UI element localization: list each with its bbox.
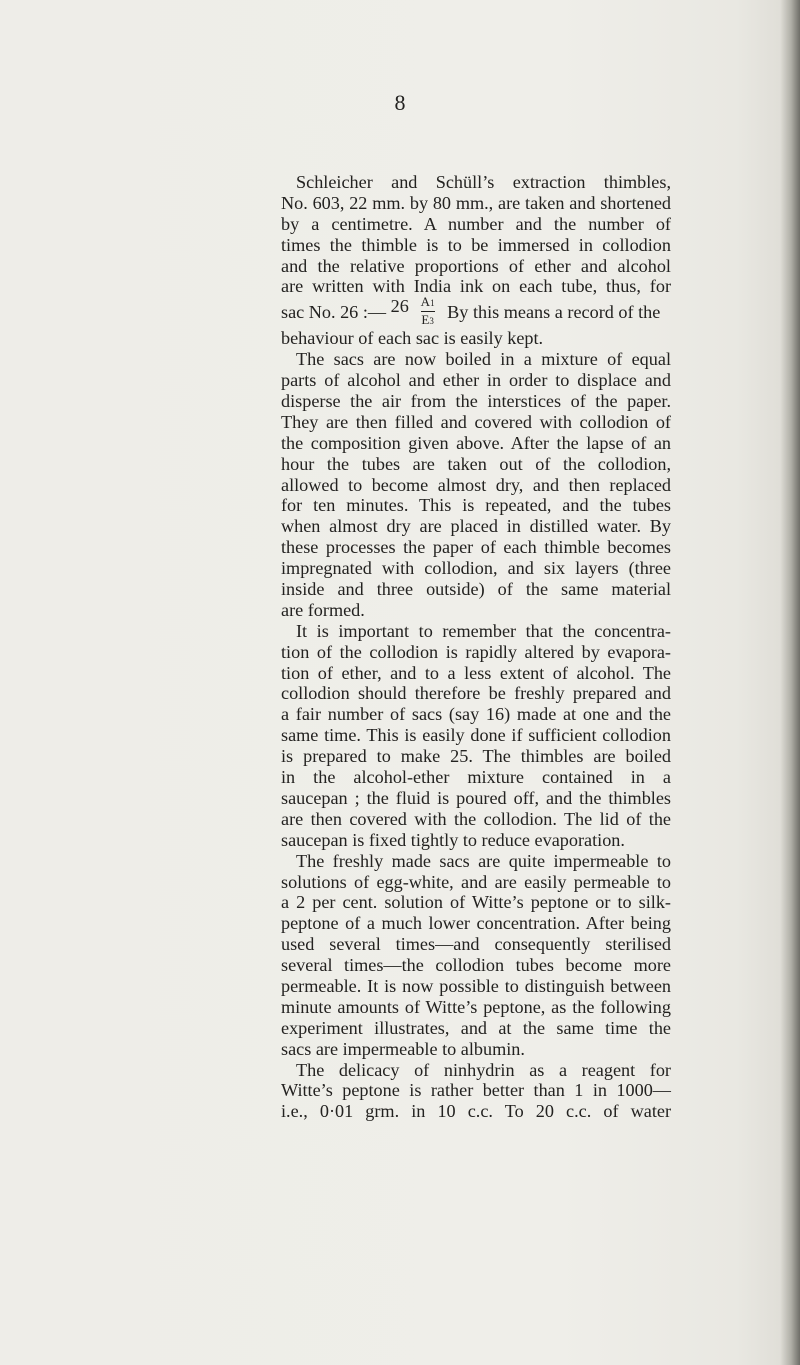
text-line: same time. This is easily done if sufficient collodion [281,725,671,746]
text-line: solutions of egg-white, and are easily permeable to [281,871,671,892]
text-line: a fair number of sacs (say 16) made at one and the [281,704,671,725]
text-line: in the alcohol-ether mixture contained in a [281,767,671,788]
formula-line [281,294,671,328]
text-line: Schleicher and Schüll’s extraction thimbles, [296,172,671,192]
text-line: They are then filled and covered with collodion of [281,411,671,432]
text-line: It is important to remember that the concentra- [296,620,671,641]
text-line: times the thimble is to be immersed in collodion [281,234,671,255]
text-line: parts of alcohol and ether in order to displace and [281,370,671,391]
text-line: these processes the paper of each thimble becomes [281,537,671,558]
text-line: experiment illustrates, and at the same time the [281,1017,671,1038]
sac-formula [390,294,437,328]
page-edge-shadow [780,0,800,1365]
text-line: saucepan is fixed tightly to reduce evaporation. [281,829,625,850]
formula-suffix: By this means a record of the [447,302,661,323]
formula-number: 26 [390,296,409,317]
formula-prefix: sac No. 26 :— [281,302,387,323]
text-line: a 2 per cent. solution of Witte’s peptone or to silk- [281,892,671,913]
text-line: No. 603, 22 mm. by 80 mm., are taken and shortened [281,192,671,213]
text-line: permeable. It is now possible to distinguish between [281,975,671,996]
text-line: Witte’s peptone is rather better than 1 in 1000— [281,1080,671,1101]
formula-numerator: A1 [420,294,435,310]
text-line: tion of ether, and to a less extent of alcohol. The [281,662,671,683]
text-line: are formed. [281,599,365,620]
text-line: inside and three outside) of the same material [281,579,671,600]
text-line: allowed to become almost dry, and then replaced [281,474,671,495]
text-line: used several times—and consequently sterilised [281,934,671,955]
text-line: by a centimetre. A number and the number of [281,213,671,234]
page-number: 8 [394,90,406,115]
text-line: behaviour of each sac is easily kept. [281,328,544,349]
text-line: several times—the collodion tubes become more [281,955,671,976]
text-line: are then covered with the collodion. The lid of the [281,808,671,829]
text-line: tion of the collodion is rapidly altered by evapora- [281,641,671,662]
formula-denominator: E3 [421,312,434,328]
text-line: disperse the air from the interstices of the paper. [281,391,671,412]
text-line: The delicacy of ninhydrin as a reagent for [296,1059,671,1080]
text-line: the composition given above. After the lapse of an [281,432,671,453]
text-line: collodion should therefore be freshly prepared and [281,683,671,704]
text-line: sacs are impermeable to albumin. [281,1038,525,1059]
body-text [281,172,671,1122]
text-line: impregnated with collodion, and six layers (three [281,558,671,579]
text-line: The freshly made sacs are quite impermeable to [296,850,671,871]
text-line: i.e., 0·01 grm. in 10 c.c. To 20 c.c. of water [281,1101,671,1122]
text-line: for ten minutes. This is repeated, and the tubes [281,495,671,516]
text-line: when almost dry are placed in distilled water. By [281,516,671,537]
formula-fraction [419,295,437,328]
text-line: and the relative proportions of ether and alcohol [281,255,671,276]
text-line: saucepan ; the fluid is poured off, and the thimbles [281,787,671,808]
text-line: minute amounts of Witte’s peptone, as the following [281,996,671,1017]
text-line: The sacs are now boiled in a mixture of equal [296,349,671,370]
text-line: are written with India ink on each tube, thus, for [281,276,671,297]
text-line: is prepared to make 25. The thimbles are boiled [281,746,671,767]
text-line: peptone of a much lower concentration. After being [281,913,671,934]
text-line: hour the tubes are taken out of the collodion, [281,453,671,474]
